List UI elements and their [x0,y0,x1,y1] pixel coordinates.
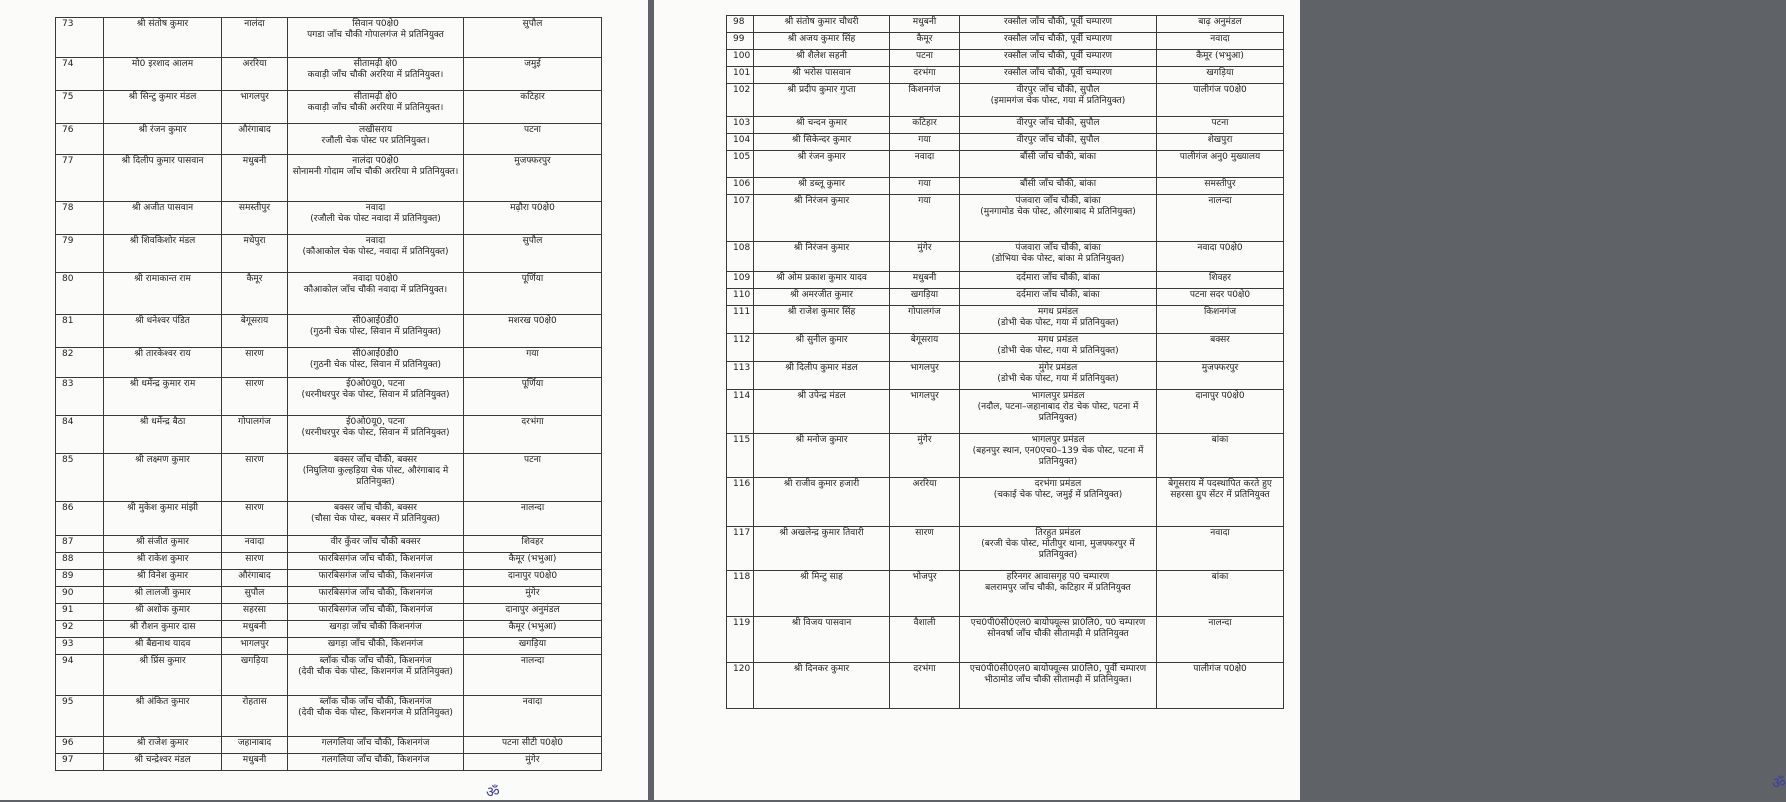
current-posting-cell: मुंगेर प्रमंडल (डोभी चेक पोस्ट, गया में प्रतिनियुक्त) [960,362,1157,390]
employee-name-cell: श्री दिलीप कुमार मंडल [754,362,890,390]
serial-number-cell: 81 [56,315,104,348]
home-district-cell: मधेपुरा [222,235,288,273]
serial-number-cell: 109 [727,272,754,289]
table-row [727,527,1284,571]
serial-number-cell: 105 [727,151,754,178]
employee-name-cell: श्री संतोष कुमार [104,18,222,58]
new-posting-cell: नवादा प0क्षे0 [1157,242,1284,272]
home-district-cell: अररिया [890,478,960,527]
new-posting-cell: दानापुर प0क्षे0 [464,570,602,587]
serial-number-cell: 100 [727,50,754,67]
new-posting-cell: मुजफ्फरपुर [464,155,602,202]
table-row [56,696,602,737]
current-posting-cell: एच0पी0सी0एल0 बायोफ्यूल्स प्रा0लि0, प0 चम्पारण सोनवर्षा जाँच चौकी सीतामढ़ी मे प्रतिनियुक्त [960,617,1157,663]
serial-number-cell: 85 [56,454,104,502]
home-district-cell: भोजपुर [890,571,960,617]
current-posting-cell: खगड़ा जाँच चौकी किशनगंज [288,621,464,638]
home-district-cell: दरभंगा [890,67,960,84]
table-row [727,67,1284,84]
new-posting-cell: पालीगंज प0क्षे0 [1157,84,1284,117]
home-district-cell: समस्तीपुर [222,202,288,235]
serial-number-cell: 93 [56,638,104,655]
new-posting-cell: बाढ़ अनुमंडल [1157,16,1284,33]
new-posting-cell: समस्तीपुर [1157,178,1284,195]
current-posting-cell: रक्सौल जाँच चौकी, पूर्वी चम्पारण [960,33,1157,50]
employee-name-cell: श्री उपेन्द्र मंडल [754,390,890,434]
current-posting-cell: दर्दमारा जाँच चौकी, बांका [960,272,1157,289]
new-posting-cell: कैमूर (भभुआ) [464,553,602,570]
new-posting-cell: खगड़िया [1157,67,1284,84]
new-posting-cell: नवादा [1157,527,1284,571]
table-row [56,202,602,235]
table-row [56,273,602,315]
current-posting-cell: भागलपुर प्रमंडल (नदौल, पटना–जहानाबाद रोड चेक पोस्ट, पटना में प्रतिनियुक्त) [960,390,1157,434]
employee-name-cell: श्री ओम प्रकाश कुमार यादव [754,272,890,289]
serial-number-cell: 106 [727,178,754,195]
current-posting-cell: गलगलिया जाँच चौकी, किशनगंज [288,737,464,754]
table-row [727,362,1284,390]
serial-number-cell: 82 [56,348,104,378]
new-posting-cell: कैमूर (भभुआ) [1157,50,1284,67]
new-posting-cell: मुंगेर [464,587,602,604]
current-posting-cell: बौंसी जाँच चौकी, बांका [960,178,1157,195]
table-row [56,536,602,553]
table-row [727,16,1284,33]
home-district-cell: औरंगाबाद [222,570,288,587]
table-row [56,235,602,273]
table-row [56,621,602,638]
employee-name-cell: श्री संतोष कुमार चौधरी [754,16,890,33]
current-posting-cell: पंजवारा जाँच चौकी, बांका (मुनगामोड चेक पोस्ट, औरंगाबाद मे प्रतिनियुक्त) [960,195,1157,242]
table-row [56,754,602,771]
table-row [56,502,602,536]
table-row [56,18,602,58]
table-row [56,553,602,570]
document-page-left [0,0,648,800]
new-posting-cell: शिवहर [1157,272,1284,289]
serial-number-cell: 117 [727,527,754,571]
serial-number-cell: 83 [56,378,104,416]
new-posting-cell: पटना सदर प0क्षे0 [1157,289,1284,306]
serial-number-cell: 94 [56,655,104,696]
table-row [727,306,1284,334]
current-posting-cell: फारबिसगंज जाँच चौकी, किशनगंज [288,587,464,604]
new-posting-cell: दरभंगा [464,416,602,454]
employee-name-cell: श्री अखलेन्द्र कुमार तिवारी [754,527,890,571]
new-posting-cell: नालन्दा [464,655,602,696]
home-district-cell: जहानाबाद [222,737,288,754]
home-district-cell: गया [890,195,960,242]
serial-number-cell: 97 [56,754,104,771]
serial-number-cell: 120 [727,663,754,709]
current-posting-cell: नालंदा प0क्षे0 सोनामनी गोदाम जाँच चौकी अररिया मे प्रतिनियुक्त। [288,155,464,202]
table-row [56,570,602,587]
serial-number-cell: 88 [56,553,104,570]
table-row [727,434,1284,478]
serial-number-cell: 112 [727,334,754,362]
serial-number-cell: 104 [727,134,754,151]
current-posting-cell: ब्लॉक चौक जाँच चौकी, किशनगंज (देवी चौक चेक पोस्ट, किशनगंज में प्रतिनियुक्त) [288,655,464,696]
employee-name-cell: श्री निरंजन कुमार [754,242,890,272]
table-row [727,478,1284,527]
table-row [56,604,602,621]
serial-number-cell: 115 [727,434,754,478]
new-posting-cell: मढ़ौरा प0क्षे0 [464,202,602,235]
new-posting-cell: दानापुर प0क्षे0 [1157,390,1284,434]
home-district-cell: मुंगेर [890,242,960,272]
home-district-cell: कटिहार [890,117,960,134]
home-district-cell: नवादा [890,151,960,178]
serial-number-cell: 95 [56,696,104,737]
home-district-cell: कैमूर [890,33,960,50]
current-posting-cell: रक्सौल जाँच चौकी, पूर्वी चम्पारण [960,67,1157,84]
home-district-cell: सारण [222,454,288,502]
table-row [727,390,1284,434]
new-posting-cell: पूर्णिया [464,273,602,315]
table-row [727,117,1284,134]
table-row [727,289,1284,306]
table-row [727,195,1284,242]
document-page-right [654,0,1786,800]
employee-name-cell: श्री लक्ष्मण कुमार [104,454,222,502]
home-district-cell: सारण [222,553,288,570]
transfer-table-right [726,15,1284,709]
table-row [56,416,602,454]
current-posting-cell: मगध प्रमंडल (डोभी चेक पोस्ट, गया मे प्रतिनियुक्त) [960,334,1157,362]
home-district-cell: मधुबनी [890,16,960,33]
current-posting-cell: तिरहुत प्रमंडल (बरजी चेक पोस्ट, मोतीपुर थाना, मुजफ्फरपुर में प्रतिनियुक्त) [960,527,1157,571]
new-posting-cell: नवादा [464,696,602,737]
new-posting-cell: बक्सर [1157,334,1284,362]
current-posting-cell: फारबिसगंज जाँच चौकी, किशनगंज [288,570,464,587]
home-district-cell: नवादा [222,536,288,553]
employee-name-cell: श्री धनेश्वर पंडित [104,315,222,348]
table-row [727,242,1284,272]
home-district-cell: मधुबनी [890,272,960,289]
current-posting-cell: नवादा (कौआकोल चेक पोस्ट, नवादा में प्रतिनियुक्त) [288,235,464,273]
employee-name-cell: श्री धर्मेन्द्र बैठा [104,416,222,454]
employee-name-cell: श्री रौशन कुमार दास [104,621,222,638]
current-posting-cell: वीरपुर जाँच चौकी, सुपौल [960,134,1157,151]
new-posting-cell: शेखपुरा [1157,134,1284,151]
new-posting-cell: सुपौल [464,18,602,58]
home-district-cell: भागलपुर [890,390,960,434]
current-posting-cell: सीतामढ़ी क्षे0 कवाड़ी जाँच चौकी अररिया में प्रतिनियुक्त। [288,91,464,124]
new-posting-cell: मशरख प0क्षे0 [464,315,602,348]
serial-number-cell: 118 [727,571,754,617]
employee-name-cell: श्री डब्लू कुमार [754,178,890,195]
new-posting-cell: पटना सीटी प0क्षे0 [464,737,602,754]
table-row [727,151,1284,178]
serial-number-cell: 116 [727,478,754,527]
employee-name-cell: श्री बैद्यनाथ यादव [104,638,222,655]
home-district-cell: मधुबनी [222,621,288,638]
current-posting-cell: बक्सर जाँच चौकी, बक्सर (चौसा चेक पोस्ट, बक्सर में प्रतिनियुक्त) [288,502,464,536]
home-district-cell: बेगूसराय [890,334,960,362]
current-posting-cell: फारबिसगंज जाँच चौकी, किशनगंज [288,604,464,621]
serial-number-cell: 91 [56,604,104,621]
home-district-cell: मधुबनी [222,754,288,771]
serial-number-cell: 101 [727,67,754,84]
current-posting-cell: दरभंगा प्रमंडल (चकाई चेक पोस्ट, जमुई में प्रतिनियुक्त) [960,478,1157,527]
employee-name-cell: श्री रंजन कुमार [104,124,222,155]
table-row [727,33,1284,50]
home-district-cell: औरंगाबाद [222,124,288,155]
current-posting-cell: सीतामढ़ी क्षे0 कवाड़ी जाँच चौकी अररिया में प्रतिनियुक्त। [288,58,464,91]
current-posting-cell: गलगलिया जाँच चौकी, किशनगंज [288,754,464,771]
signature-mark: ॐ [486,783,500,801]
table-row [727,571,1284,617]
employee-name-cell: श्री दिलीप कुमार पासवान [104,155,222,202]
serial-number-cell: 98 [727,16,754,33]
new-posting-cell: नवादा [1157,33,1284,50]
current-posting-cell: रक्सौल जाँच चौकी, पूर्वी चम्पारण [960,16,1157,33]
employee-name-cell: श्री धर्मेन्द्र कुमार राम [104,378,222,416]
employee-name-cell: श्री विजय पासवान [754,617,890,663]
employee-name-cell: श्री तारकेश्वर राय [104,348,222,378]
table-row [56,91,602,124]
table-row [56,155,602,202]
employee-name-cell: श्री संजीत कुमार [104,536,222,553]
new-posting-cell: पटना [464,124,602,155]
serial-number-cell: 76 [56,124,104,155]
new-posting-cell: नालन्दा [1157,617,1284,663]
new-posting-cell: खगड़िया [464,638,602,655]
current-posting-cell: वीर कुँवर जाँच चौकी बक्सर [288,536,464,553]
transfer-table-left [55,17,602,771]
table-row [727,272,1284,289]
new-posting-cell: कटिहार [464,91,602,124]
employee-name-cell: श्री मुकेश कुमार मांझी [104,502,222,536]
new-posting-cell: पालीगंज अनु0 मुख्यालय [1157,151,1284,178]
serial-number-cell: 111 [727,306,754,334]
employee-name-cell: श्री शैलेश सहनी [754,50,890,67]
home-district-cell: पटना [890,50,960,67]
current-posting-cell: लखीसराय रजौली चेक पोस्ट पर प्रतिनियुक्त। [288,124,464,155]
current-posting-cell: वीरपुर जाँच चौकी, सुपौल [960,117,1157,134]
home-district-cell: सारण [222,502,288,536]
new-posting-cell: पूर्णिया [464,378,602,416]
new-posting-cell: बांका [1157,571,1284,617]
serial-number-cell: 84 [56,416,104,454]
current-posting-cell: ई0ओ0यू0, पटना (धरनीधरपुर चेक पोस्ट, सिवान में प्रतिनियुक्त) [288,378,464,416]
home-district-cell: वैशाली [890,617,960,663]
table-row [56,737,602,754]
new-posting-cell: मुजफ्फरपुर [1157,362,1284,390]
employee-name-cell: श्री सुनील कुमार [754,334,890,362]
current-posting-cell: पंजवारा जाँच चौकी, बांका (डोभिया चेक पोस्ट, बांका मे प्रतिनियुक्त) [960,242,1157,272]
home-district-cell: बेगूसराय [222,315,288,348]
current-posting-cell: दर्दमारा जाँच चौकी, बांका [960,289,1157,306]
home-district-cell: भागलपुर [222,91,288,124]
home-district-cell: सारण [222,378,288,416]
serial-number-cell: 99 [727,33,754,50]
employee-name-cell: श्री प्रिंस कुमार [104,655,222,696]
current-posting-cell: भागलपुर प्रमंडल (बहनपुर स्थान, एन0एच0–139 चेक पोस्ट, पटना में प्रतिनियुक्त) [960,434,1157,478]
serial-number-cell: 96 [56,737,104,754]
employee-name-cell: श्री अजय कुमार सिंह [754,33,890,50]
current-posting-cell: ई0ओ0यू0, पटना (धरनीधरपुर चेक पोस्ट, सिवान में प्रतिनियुक्त) [288,416,464,454]
employee-name-cell: श्री सिकेन्दर कुमार [754,134,890,151]
table-row [56,124,602,155]
home-district-cell: गया [890,178,960,195]
current-posting-cell: मगध प्रमंडल (डोभी चेक पोस्ट, गया में प्रतिनियुक्त) [960,306,1157,334]
table-row [727,663,1284,709]
table-row [56,638,602,655]
table-row [56,587,602,604]
employee-name-cell: श्री राकेश कुमार [104,553,222,570]
serial-number-cell: 73 [56,18,104,58]
new-posting-cell: जमुई [464,58,602,91]
table-row [727,134,1284,151]
employee-name-cell: श्री रंजन कुमार [754,151,890,178]
serial-number-cell: 114 [727,390,754,434]
employee-name-cell: श्री चन्दन कुमार [754,117,890,134]
employee-name-cell: श्री निरंजन कुमार [754,195,890,242]
employee-name-cell: श्री राजीव कुमार हजारी [754,478,890,527]
new-posting-cell: शिवहर [464,536,602,553]
current-posting-cell: एच0पी0सी0एल0 बायोफ्यूल्स प्रा0लि0, पूर्वी चम्पारण भीठामोड जाँच चौकी सीतामढ़ी में प्रतिनियुक्त। [960,663,1157,709]
employee-name-cell: श्री चन्द्रेश्वर मंडल [104,754,222,771]
table-row [56,58,602,91]
home-district-cell: भागलपुर [222,638,288,655]
employee-name-cell: श्री विनेश कुमार [104,570,222,587]
home-district-cell: गोपालगंज [222,416,288,454]
current-posting-cell: रक्सौल जाँच चौकी, पूर्वी चम्पारण [960,50,1157,67]
serial-number-cell: 110 [727,289,754,306]
serial-number-cell: 80 [56,273,104,315]
current-posting-cell: नवादा (रजौली चेक पोस्ट नवादा में प्रतिनियुक्त) [288,202,464,235]
new-posting-cell: कैमूर (भभुआ) [464,621,602,638]
employee-name-cell: श्री प्रदीप कुमार गुप्ता [754,84,890,117]
current-posting-cell: फारबिसगंज जाँच चौकी, किशनगंज [288,553,464,570]
home-district-cell: नालंदा [222,18,288,58]
table-row [727,617,1284,663]
serial-number-cell: 103 [727,117,754,134]
employee-name-cell: श्री राजेश कुमार सिंह [754,306,890,334]
home-district-cell: खगड़िया [890,289,960,306]
home-district-cell: रोहतास [222,696,288,737]
table-row [727,334,1284,362]
current-posting-cell: सी0आई0डी0 (गुठनी चेक पोस्ट, सिवान में प्रतिनियुक्त) [288,348,464,378]
employee-name-cell: श्री लालजी कुमार [104,587,222,604]
new-posting-cell: नालन्दा [464,502,602,536]
serial-number-cell: 78 [56,202,104,235]
new-posting-cell: दानापुर अनुमंडल [464,604,602,621]
current-posting-cell: ब्लॉक चौक जाँच चौकी, किशनगंज (देवी चौक चेक पोस्ट, किशनगंज मे प्रतिनियुक्त) [288,696,464,737]
home-district-cell: किशनगंज [890,84,960,117]
new-posting-cell: गया [464,348,602,378]
serial-number-cell: 102 [727,84,754,117]
employee-name-cell: श्री भरोस पासवान [754,67,890,84]
home-district-cell: सारण [222,348,288,378]
employee-name-cell: श्री रामाकान्त राम [104,273,222,315]
new-posting-cell: सुपौल [464,235,602,273]
employee-name-cell: श्री राजेश कुमार [104,737,222,754]
home-district-cell: गोपालगंज [890,306,960,334]
home-district-cell: सारण [890,527,960,571]
current-posting-cell: बौंसी जाँच चौकी, बांका [960,151,1157,178]
employee-name-cell: श्री अशोक कुमार [104,604,222,621]
table-row [56,655,602,696]
employee-name-cell: मो0 इरशाद आलम [104,58,222,91]
home-district-cell: गया [890,134,960,151]
serial-number-cell: 87 [56,536,104,553]
new-posting-cell: पालीगंज प0क्षे0 [1157,663,1284,709]
serial-number-cell: 107 [727,195,754,242]
employee-name-cell: श्री अजीत पासवान [104,202,222,235]
serial-number-cell: 113 [727,362,754,390]
table-row [56,315,602,348]
home-district-cell: सुपौल [222,587,288,604]
employee-name-cell: श्री अमरजीत कुमार [754,289,890,306]
serial-number-cell: 86 [56,502,104,536]
current-posting-cell: नवादा प0क्षे0 कौआकोल जाँच चौकी नवादा में प्रतिनियुक्त। [288,273,464,315]
home-district-cell: सहरसा [222,604,288,621]
home-district-cell: कैमूर [222,273,288,315]
employee-name-cell: श्री मिन्टु साह [754,571,890,617]
employee-name-cell: श्री अंकित कुमार [104,696,222,737]
serial-number-cell: 75 [56,91,104,124]
serial-number-cell: 92 [56,621,104,638]
serial-number-cell: 89 [56,570,104,587]
new-posting-cell: बेगूसराय में पदस्थापित करते हुए सहरसा ग्रुप सेंटर में प्रतिनियुक्त [1157,478,1284,527]
current-posting-cell: खगड़ा जाँच चौकी, किशनगंज [288,638,464,655]
employee-name-cell: श्री शिवकिशोर मंडल [104,235,222,273]
home-district-cell: अररिया [222,58,288,91]
serial-number-cell: 108 [727,242,754,272]
new-posting-cell: बांका [1157,434,1284,478]
serial-number-cell: 119 [727,617,754,663]
signature-mark: ॐ [1772,774,1786,792]
new-posting-cell: नालन्दा [1157,195,1284,242]
serial-number-cell: 90 [56,587,104,604]
current-posting-cell: हरिनगर आवासगृह प0 चम्पारण बलरामपुर जाँच चौकी, कटिहार में प्रतिनियुक्त [960,571,1157,617]
home-district-cell: खगड़िया [222,655,288,696]
current-posting-cell: वीरपुर जाँच चौकी, सुपौल (इमामगंज चेक पोस्ट, गया में प्रतिनियुक्त) [960,84,1157,117]
table-row [56,454,602,502]
new-posting-cell: पटना [464,454,602,502]
new-posting-cell: किशनगंज [1157,306,1284,334]
current-posting-cell: सिवान प0क्षे0 पगडा जाँच चौकी गोपालगंज मे प्रतिनियुक्त [288,18,464,58]
current-posting-cell: बक्सर जाँच चौकी, बक्सर (निघुलिया कुल्हड़िया चेक पोस्ट, औरंगाबाद मे प्रतिनियुक्त) [288,454,464,502]
new-posting-cell: मुंगेर [464,754,602,771]
serial-number-cell: 79 [56,235,104,273]
table-row [56,378,602,416]
table-row [727,178,1284,195]
home-district-cell: मुंगेर [890,434,960,478]
serial-number-cell: 77 [56,155,104,202]
employee-name-cell: श्री दिनकर कुमार [754,663,890,709]
table-row [56,348,602,378]
home-district-cell: मधुबनी [222,155,288,202]
employee-name-cell: श्री सिन्टु कुमार मंडल [104,91,222,124]
table-row [727,50,1284,67]
serial-number-cell: 74 [56,58,104,91]
home-district-cell: भागलपुर [890,362,960,390]
employee-name-cell: श्री मनोज कुमार [754,434,890,478]
table-row [727,84,1284,117]
current-posting-cell: सी0आई0डी0 (गुठनी चेक पोस्ट, सिवान में प्रतिनियुक्त) [288,315,464,348]
home-district-cell: दरभंगा [890,663,960,709]
new-posting-cell: पटना [1157,117,1284,134]
